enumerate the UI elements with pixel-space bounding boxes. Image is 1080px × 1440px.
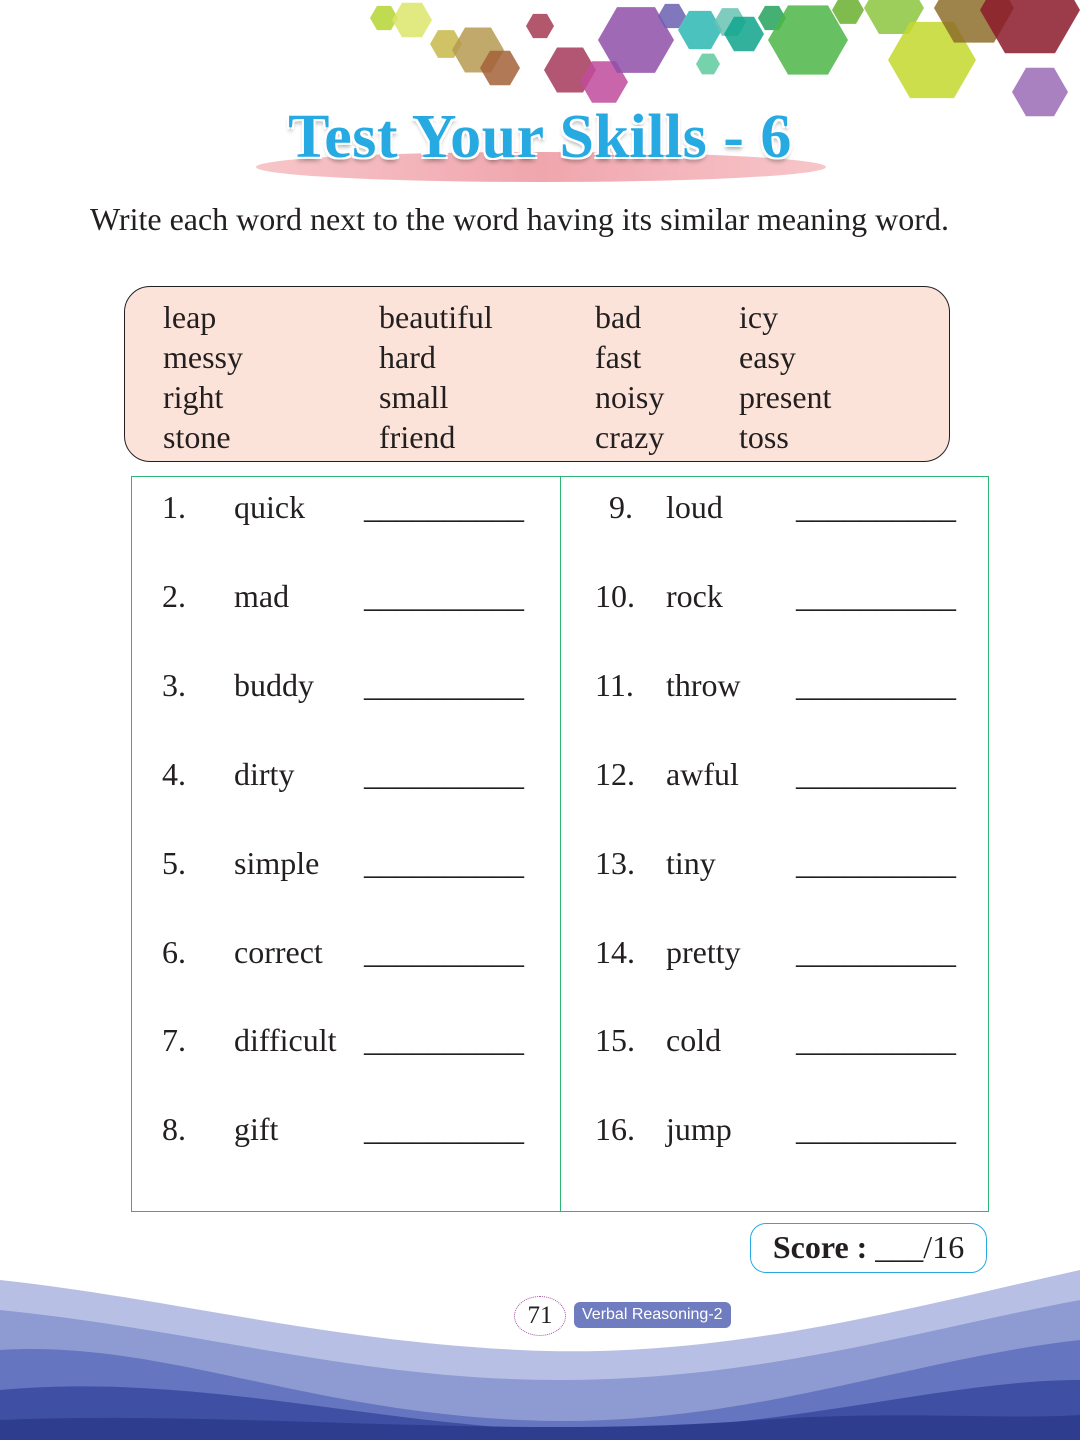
score-blank[interactable]: ___ (875, 1229, 924, 1265)
answer-blank[interactable]: __________ (364, 1111, 524, 1148)
word-bank-word: easy (739, 339, 796, 375)
question-item (595, 1015, 985, 1065)
question-item (162, 1015, 552, 1065)
question-item (595, 838, 985, 888)
word-bank-word: stone (163, 419, 231, 455)
hexagon-shape (392, 3, 432, 38)
title-banner (250, 100, 830, 190)
answer-blank[interactable]: __________ (796, 933, 956, 970)
answer-blank[interactable]: __________ (796, 1022, 956, 1059)
word-bank-word: toss (739, 419, 789, 455)
question-word: cold (666, 1022, 722, 1059)
question-number: 4. (162, 755, 186, 792)
question-word: dirty (234, 755, 295, 792)
question-word: correct (234, 933, 323, 970)
word-bank-word: hard (379, 339, 436, 375)
question-number: 3. (162, 666, 186, 703)
question-number: 16. (595, 1111, 635, 1148)
answer-blank[interactable]: __________ (796, 489, 956, 525)
score-total: /16 (923, 1229, 965, 1265)
question-item (162, 1104, 552, 1154)
answer-blank[interactable]: __________ (364, 1022, 524, 1059)
question-word: buddy (234, 666, 314, 703)
answer-blank[interactable]: __________ (364, 666, 524, 703)
question-number: 13. (595, 844, 635, 881)
score-box (750, 1223, 987, 1273)
question-item (595, 1104, 985, 1154)
question-word: loud (666, 489, 723, 525)
question-number: 12. (595, 755, 635, 792)
question-number: 2. (162, 577, 186, 614)
word-bank-word: leap (163, 299, 217, 335)
answer-blank[interactable]: __________ (796, 577, 956, 614)
question-item (162, 660, 552, 710)
word-bank-word: beautiful (379, 299, 493, 335)
question-word: tiny (666, 844, 716, 881)
question-item (595, 927, 985, 977)
hexagon-shape (526, 14, 554, 38)
answer-blank[interactable]: __________ (796, 1111, 956, 1148)
question-word: awful (666, 755, 739, 792)
question-item (595, 660, 985, 710)
hexagon-shape (1012, 68, 1068, 116)
question-item (595, 482, 985, 532)
page-title: Test Your Skills - 6 (288, 103, 792, 171)
question-number: 10. (595, 577, 635, 614)
question-item (162, 482, 552, 532)
word-bank-word: fast (595, 339, 642, 375)
word-bank-word: friend (379, 419, 456, 455)
question-word: pretty (666, 933, 741, 970)
word-bank-word: noisy (595, 379, 665, 415)
question-word: simple (234, 844, 320, 881)
word-bank-word: bad (595, 299, 642, 335)
question-number: 9. (609, 489, 633, 525)
answer-blank[interactable]: __________ (796, 755, 956, 792)
answer-blank[interactable]: __________ (364, 933, 524, 970)
word-bank-word: right (163, 379, 224, 415)
question-number: 8. (162, 1111, 186, 1148)
hexagon-shape (696, 54, 720, 75)
score-label: Score : (772, 1229, 868, 1265)
answer-blank[interactable]: __________ (796, 666, 956, 703)
question-word: rock (666, 577, 723, 614)
word-bank-word: messy (163, 339, 243, 375)
column-divider (560, 476, 561, 1212)
question-item (162, 749, 552, 799)
word-bank-word: icy (739, 299, 779, 335)
question-word: throw (666, 666, 741, 703)
question-number: 5. (162, 844, 186, 881)
word-bank-box (124, 286, 950, 462)
question-item (162, 838, 552, 888)
question-word: gift (234, 1111, 279, 1148)
answer-blank[interactable]: __________ (796, 844, 956, 881)
question-number: 7. (162, 1022, 186, 1059)
word-bank-word: crazy (595, 419, 665, 455)
answer-blank[interactable]: __________ (364, 844, 524, 881)
question-item (595, 749, 985, 799)
question-word: jump (666, 1111, 732, 1148)
question-word: mad (234, 577, 290, 614)
question-item (162, 927, 552, 977)
hexagon-shape (832, 0, 864, 24)
question-number: 11. (595, 666, 634, 703)
answer-blank[interactable]: __________ (364, 489, 524, 525)
question-number: 14. (595, 933, 635, 970)
hexagon-shape (980, 0, 1080, 53)
question-word: quick (234, 489, 306, 525)
word-bank-word: present (739, 379, 832, 415)
book-title-label: Verbal Reasoning-2 (574, 1302, 731, 1328)
page-number: 71 (514, 1296, 566, 1336)
question-number: 6. (162, 933, 186, 970)
instruction-text: Write each word next to the word having its similar meaning word. (90, 201, 949, 237)
question-word: difficult (234, 1022, 337, 1059)
question-item (595, 571, 985, 621)
answer-blank[interactable]: __________ (364, 755, 524, 792)
question-number: 1. (162, 489, 186, 525)
word-bank-word: small (379, 379, 449, 415)
answer-blank[interactable]: __________ (364, 577, 524, 614)
question-number: 15. (595, 1022, 635, 1059)
question-item (162, 571, 552, 621)
